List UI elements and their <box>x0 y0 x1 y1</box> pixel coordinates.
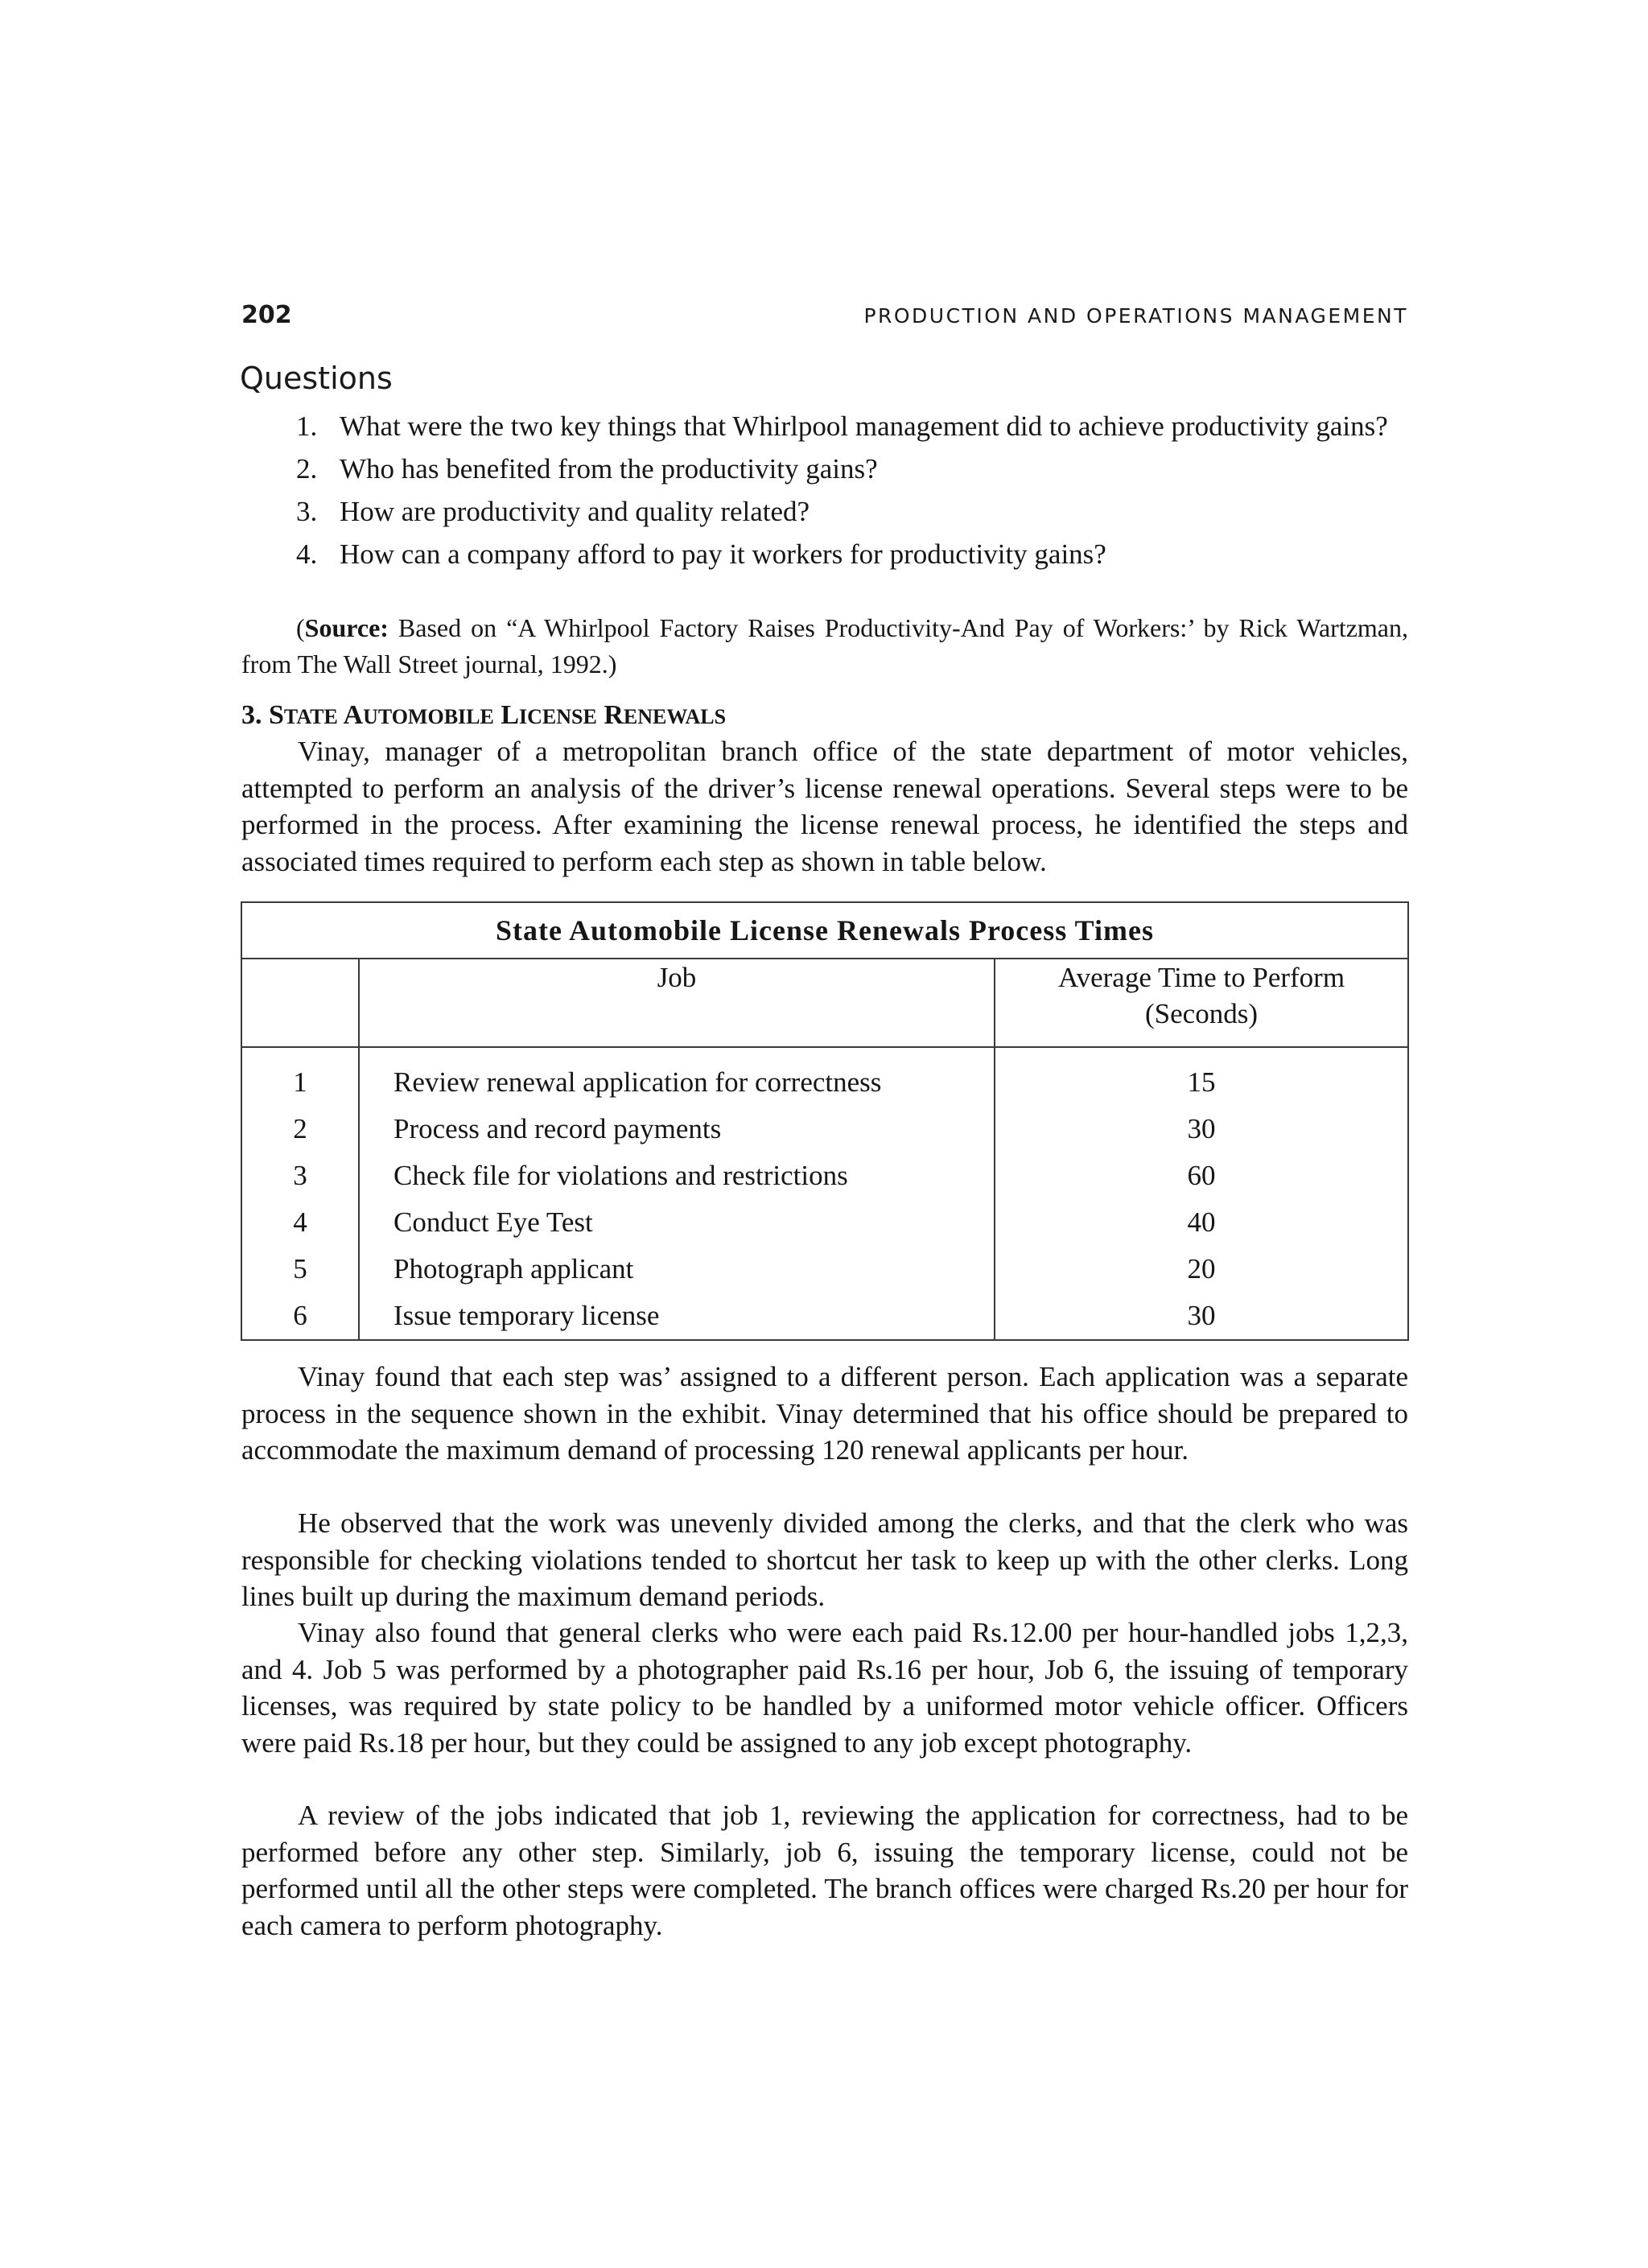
table-row <box>241 1153 1408 1199</box>
source-label: Source: <box>304 613 389 642</box>
job-number: 3 <box>241 1153 359 1199</box>
job-description: Check file for violations and restrictions <box>359 1153 995 1199</box>
table-row <box>241 1293 1408 1340</box>
job-description: Review renewal application for correctness <box>359 1047 995 1106</box>
job-time: 60 <box>995 1153 1408 1199</box>
table-title: State Automobile License Renewals Process Times <box>241 902 1408 959</box>
job-time: 40 <box>995 1199 1408 1246</box>
table-header-row <box>241 959 1408 1047</box>
header-blank-cell <box>241 959 359 1047</box>
body-paragraph: Vinay also found that general clerks who were each paid Rs.12.00 per hour-handled jobs 1,2,3, and 4. Job 5 was performed by a photographer paid Rs.16 per hour, Job 6, the issuing of temporary licenses, was required by state policy to be handled by a uniformed motor vehicle officer. Officers were paid Rs.18 per hour, but they could be assigned to any job except photography. <box>241 1617 1408 1759</box>
job-description: Issue temporary license <box>359 1293 995 1340</box>
source-open-paren: ( <box>296 613 305 642</box>
column-header-time <box>995 959 1408 1047</box>
case-title-word: STATE <box>269 700 338 730</box>
question-number: 1. <box>296 410 318 442</box>
question-number: 3. <box>296 496 318 527</box>
job-time: 15 <box>995 1047 1408 1106</box>
case-title-word: AUTOMOBILE <box>343 700 494 730</box>
source-text: Based on “A Whirlpool Factory Raises Productivity-And Pay of Workers:’ by Rick Wartzman, <box>388 613 1408 642</box>
time-header-line-2: (Seconds) <box>1145 998 1258 1029</box>
job-time: 20 <box>995 1246 1408 1293</box>
questions-heading: Questions <box>240 361 393 396</box>
case-title-word: RENEWALS <box>604 700 727 730</box>
running-title: PRODUCTION AND OPERATIONS MANAGEMENT <box>863 304 1408 328</box>
job-time: 30 <box>995 1106 1408 1153</box>
question-text: What were the two key things that Whirlpool management did to achieve productivity gains? <box>340 410 1388 442</box>
source-line-2: from The Wall Street journal, 1992.) <box>241 649 617 678</box>
job-number: 5 <box>241 1246 359 1293</box>
question-item <box>241 451 1408 488</box>
case-intro-paragraph: Vinay, manager of a metropolitan branch office of the state department of motor vehicles, attempted to perform an analysis of the driver’s license renewal operations. Several steps were to be performed in the process. After examining the license renewal process, he identified the steps and associated times required to perform each step as shown in table below. <box>241 736 1408 877</box>
job-description: Process and record payments <box>359 1106 995 1153</box>
question-item <box>241 408 1408 445</box>
table-row <box>241 1106 1408 1153</box>
job-time: 30 <box>995 1293 1408 1340</box>
question-text: How are productivity and quality related? <box>340 496 810 527</box>
process-times-table <box>241 901 1409 1341</box>
table-row <box>241 1047 1408 1106</box>
question-text: Who has benefited from the productivity gains? <box>340 453 878 485</box>
question-item <box>241 536 1408 573</box>
body-paragraph: A review of the jobs indicated that job 1, reviewing the application for correctness, had to be performed before any other step. Similarly, job 6, issuing the temporary license, could not be performed until all the other steps were completed. The branch offices were charged Rs.20 per hour for each camera to perform photography. <box>241 1800 1408 1941</box>
question-list <box>241 408 1408 579</box>
source-line-1 <box>241 610 1408 646</box>
body-paragraph: He observed that the work was unevenly divided among the clerks, and that the clerk who was responsible for checking violations tended to shortcut her task to keep up with the other clerks. Long lines built up during the maximum demand periods. <box>241 1507 1408 1612</box>
page-number: 202 <box>241 301 292 329</box>
source-citation <box>241 610 1408 682</box>
question-number: 2. <box>296 453 318 485</box>
time-header-line-1: Average Time to Perform <box>1057 962 1345 993</box>
case-heading <box>241 700 726 731</box>
job-number: 1 <box>241 1047 359 1106</box>
case-number: 3. <box>241 700 262 730</box>
case-title-word: LICENSE <box>501 700 597 730</box>
job-number: 6 <box>241 1293 359 1340</box>
table-row <box>241 1199 1408 1246</box>
question-item <box>241 493 1408 530</box>
job-description: Photograph applicant <box>359 1246 995 1293</box>
page-header <box>241 301 1408 336</box>
job-number: 4 <box>241 1199 359 1246</box>
job-description: Conduct Eye Test <box>359 1199 995 1246</box>
question-number: 4. <box>296 538 318 570</box>
body-paragraph: Vinay found that each step was’ assigned to a different person. Each application was a separate process in the sequence shown in the exhibit. Vinay determined that his office should be prepared to accommodate the maximum demand of processing 120 renewal applicants per hour. <box>241 1361 1408 1466</box>
table-row <box>241 1246 1408 1293</box>
column-header-job: Job <box>359 959 995 1047</box>
job-number: 2 <box>241 1106 359 1153</box>
question-text: How can a company afford to pay it workers for productivity gains? <box>340 538 1106 570</box>
